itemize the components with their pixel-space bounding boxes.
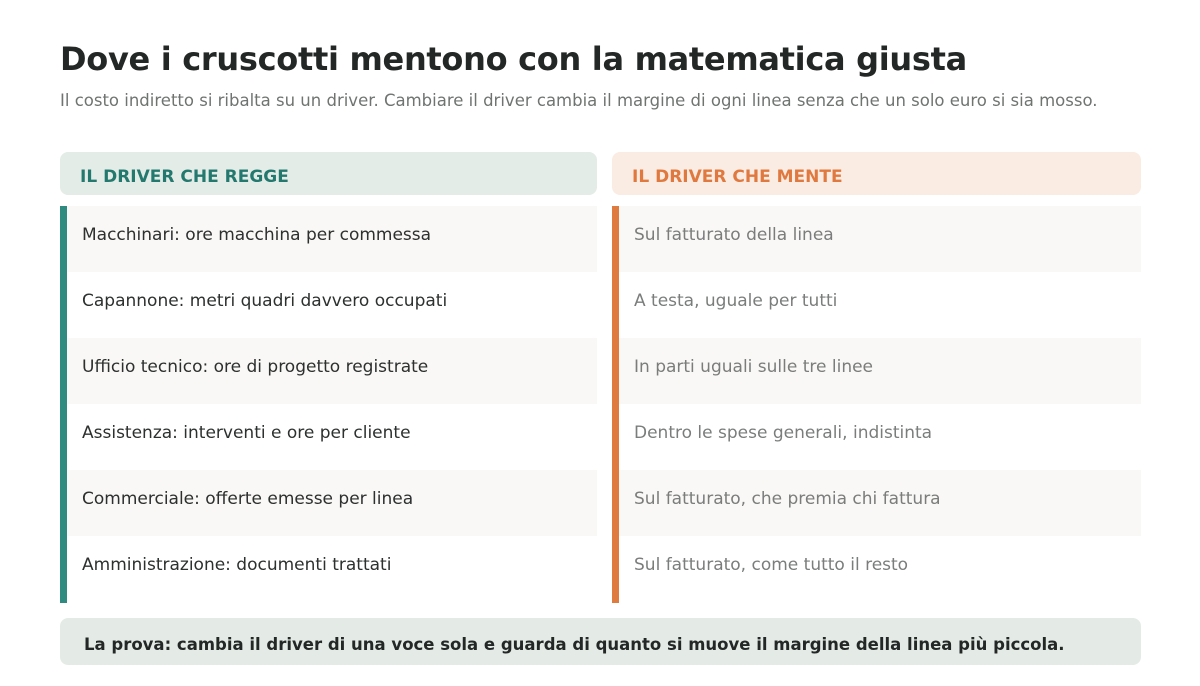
bad-driver-row: Dentro le spese generali, indistinta <box>612 404 1141 470</box>
good-driver-row: Assistenza: interventi e ore per cliente <box>60 404 597 470</box>
good-driver-row: Ufficio tecnico: ore di progetto registrate <box>60 338 597 404</box>
bad-driver-row: Sul fatturato, che premia chi fattura <box>612 470 1141 536</box>
bad-driver-list <box>612 206 1141 603</box>
good-driver-header: IL DRIVER CHE REGGE <box>60 152 597 195</box>
page-title: Dove i cruscotti mentono con la matematica giusta <box>60 40 967 78</box>
good-driver-row: Amministrazione: documenti trattati <box>60 536 597 602</box>
bad-driver-header: IL DRIVER CHE MENTE <box>612 152 1141 195</box>
bad-driver-row: A testa, uguale per tutti <box>612 272 1141 338</box>
good-driver-row: Capannone: metri quadri davvero occupati <box>60 272 597 338</box>
bad-driver-row: Sul fatturato, come tutto il resto <box>612 536 1141 602</box>
page-subtitle: Il costo indiretto si ribalta su un driver. Cambiare il driver cambia il margine di ogni linea senza che un solo euro si sia mosso. <box>60 91 1098 110</box>
good-driver-row: Commerciale: offerte emesse per linea <box>60 470 597 536</box>
good-driver-list <box>60 206 597 603</box>
bad-driver-column <box>612 152 1141 575</box>
good-driver-row: Macchinari: ore macchina per commessa <box>60 206 597 272</box>
bad-driver-row: Sul fatturato della linea <box>612 206 1141 272</box>
good-driver-column <box>60 152 597 575</box>
footer-callout: La prova: cambia il driver di una voce sola e guarda di quanto si muove il margine della linea più piccola. <box>60 618 1141 665</box>
bad-driver-row: In parti uguali sulle tre linee <box>612 338 1141 404</box>
